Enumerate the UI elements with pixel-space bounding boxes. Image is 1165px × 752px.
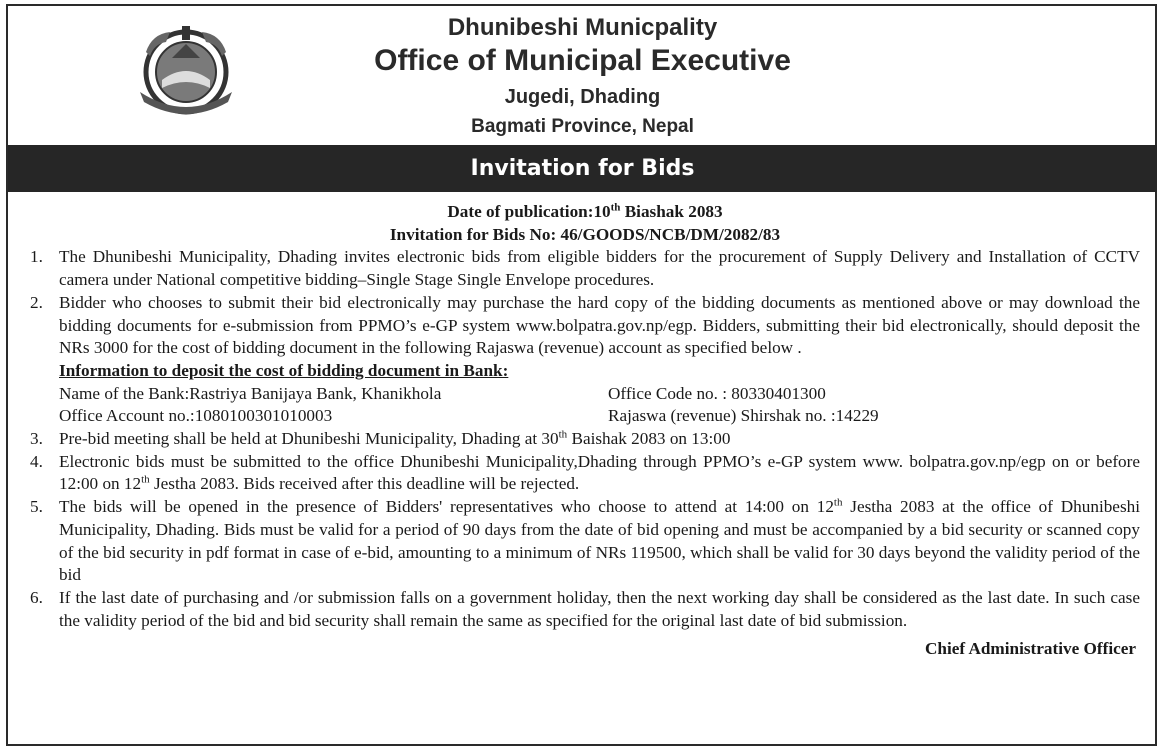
list-item: 4. Electronic bids must be submitted to the office Dhunibeshi Municipality,Dhading through PPMO’s e-GP system www. bolpatra.gov.np/egp on or before 12:00 on 12th Jestha 2083. Bids received after this deadline will be rejected. bbox=[30, 451, 1140, 494]
office-location: Jugedi, Dhading bbox=[504, 86, 661, 108]
office-title: Office of Municipal Executive bbox=[374, 44, 791, 77]
municipality-name: Dhunibeshi Municpality bbox=[447, 14, 718, 41]
signature: Chief Administrative Officer bbox=[925, 639, 1136, 659]
list-item: 6. If the last date of purchasing and /or submission falls on a government holiday, then the next working day shall be considered as the last date. In such case the validity period of the bid and bid security shall remain the same as specified for the original last date of bid submission. bbox=[30, 587, 1140, 630]
title-banner bbox=[8, 145, 1157, 192]
bank-heading: Information to deposit the cost of bidding document in Bank: bbox=[59, 360, 509, 380]
banner-title: Invitation for Bids bbox=[470, 156, 695, 181]
list-item: 2. Bidder who chooses to submit their bid electronically may purchase the hard copy of the bidding documents as mentioned above or may download the bidding documents for e-submission from PPMO’s e-GP system www.bolpatra.gov.np/egp. Bidders, submitting their bid electronically, should deposit the NRs 3000 for the cost of bidding document in the following Rajaswa (revenue) account as specified below . bbox=[30, 292, 1140, 358]
list-item: 5. The bids will be opened in the presence of Bidders' representatives who choose to attend at 14:00 on 12th Jestha 2083 at the office of Dhunibeshi Municipality, Dhading. Bids must be valid for a period of 90 days from the date of bid opening and must be accompanied by a bid security or scanned copy of the bid security in pdf format in case of e-bid, amounting to a minimum of NRs 119500, which shall be valid for 30 days beyond the validity period of the bid bbox=[30, 496, 1140, 585]
rajaswa-shirshak: Rajaswa (revenue) Shirshak no. :14229 bbox=[608, 406, 879, 426]
list-item: 1. The Dhunibeshi Municipality, Dhading invites electronic bids from eligible bidders for the procurement of Supply Delivery and Installation of CCTV camera under National competitive bidding–Single Stage Single Envelope procedures. bbox=[30, 247, 1140, 290]
publication-date: Date of publication:10th Biashak 2083 bbox=[447, 201, 723, 221]
office-code: Office Code no. : 80330401300 bbox=[608, 383, 826, 403]
notice-body bbox=[30, 201, 1140, 661]
bank-name: Name of the Bank:Rastriya Banijaya Bank, Khanikhola bbox=[59, 383, 442, 403]
list-item: 3. Pre-bid meeting shall be held at Dhunibeshi Municipality, Dhading at 30th Baishak 2083 on 13:00 bbox=[30, 428, 731, 449]
bank-row bbox=[30, 405, 1140, 428]
bank-row bbox=[30, 383, 1140, 406]
office-account: Office Account no.:1080100301010003 bbox=[59, 406, 333, 426]
office-province: Bagmati Province, Nepal bbox=[471, 116, 694, 137]
ifb-number: Invitation for Bids No: 46/GOODS/NCB/DM/2082/83 bbox=[389, 224, 781, 244]
